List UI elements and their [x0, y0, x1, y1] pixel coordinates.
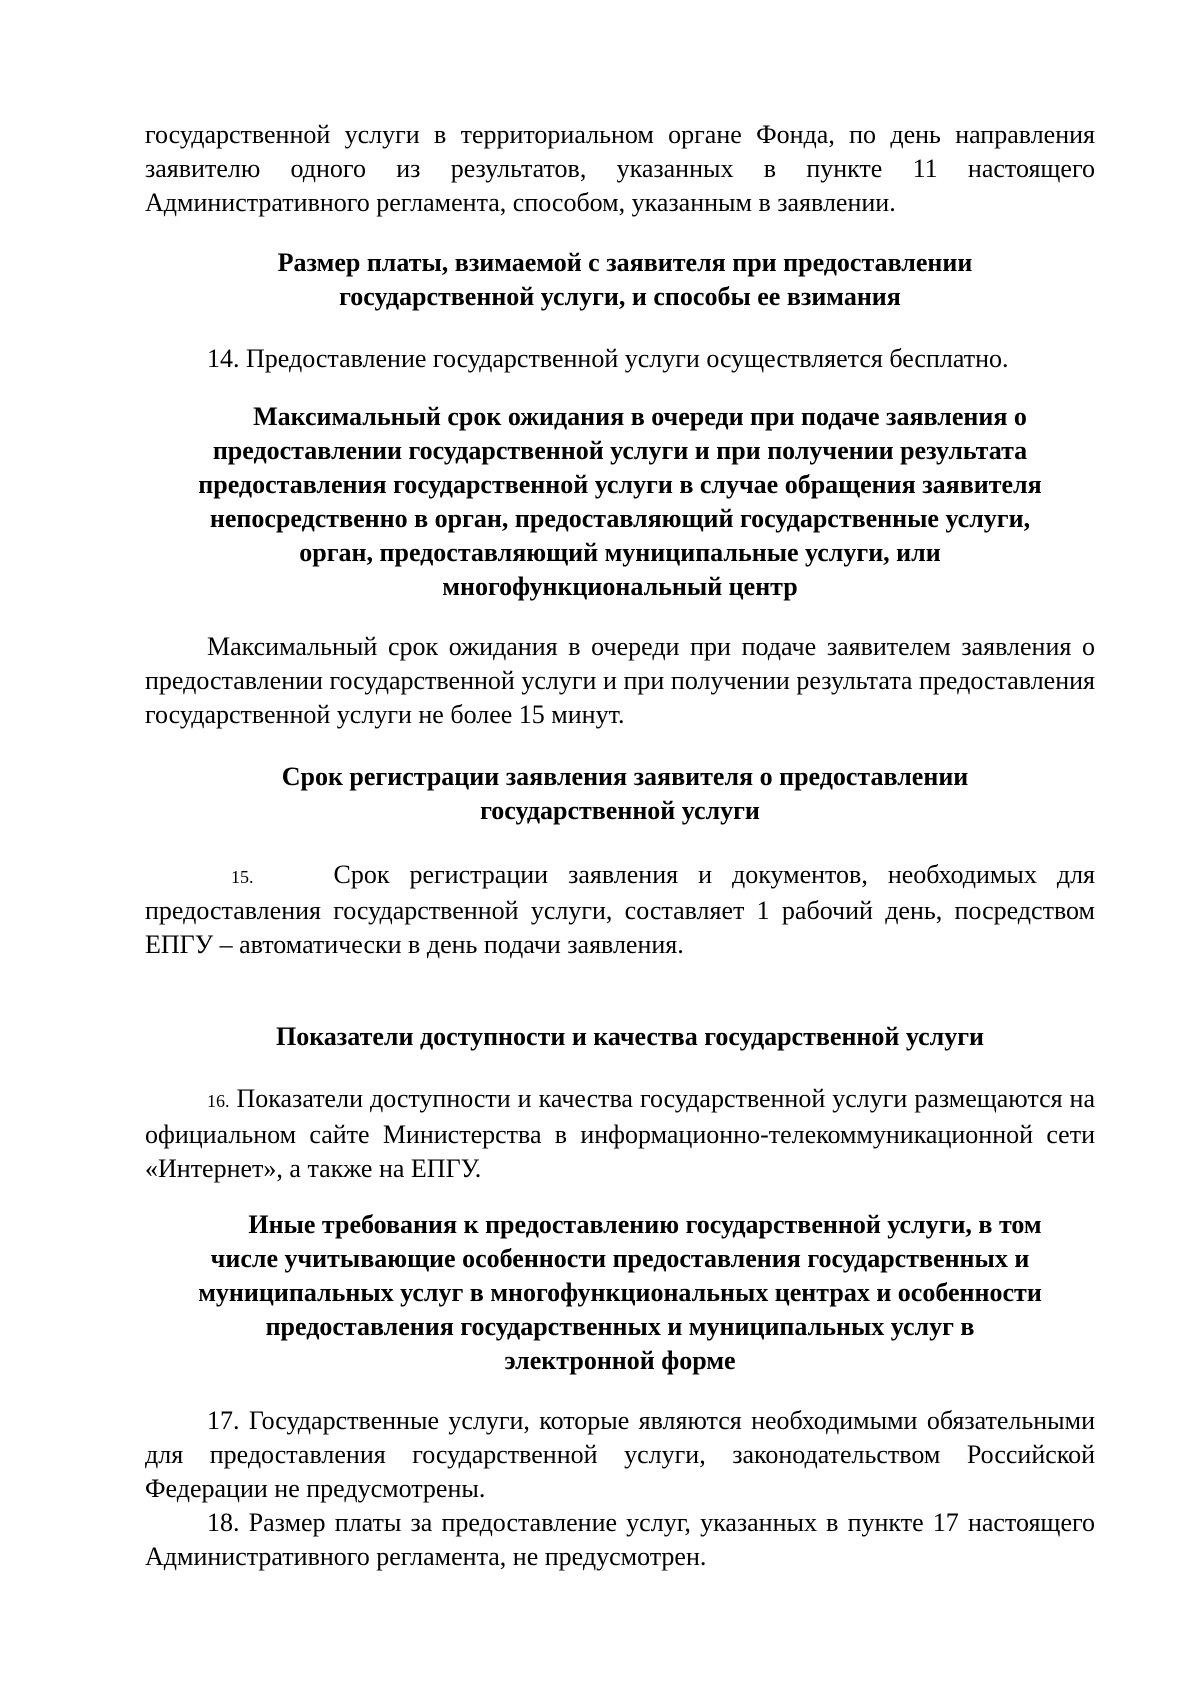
- heading-line: числе учитывающие особенности предоставления государственных и: [210, 1244, 1030, 1273]
- paragraph-text: Срок регистрации заявления и документов, необходимых для предоставления государственной услуги, составляет 1 рабочий день, посредством ЕПГУ – автоматически в день подачи заявления.: [145, 860, 1096, 959]
- heading-line: предоставления государственной услуги в случае обращения заявителя: [198, 470, 1042, 499]
- heading-indicators: [145, 1020, 1095, 1054]
- heading-registration: [145, 760, 1095, 828]
- heading-line: государственной услуги, и способы ее взимания: [339, 282, 901, 311]
- heading-line: Размер платы, взимаемой с заявителя при предоставлении: [277, 248, 973, 277]
- heading-line: орган, предоставляющий муниципальные услуги, или: [299, 538, 941, 567]
- document-page: [145, 118, 1095, 1574]
- heading-line: государственной услуги: [480, 796, 760, 825]
- heading-line: многофункциональный центр: [442, 572, 798, 601]
- heading-line: Максимальный срок ожидания в очереди при подаче заявления о: [253, 402, 1027, 431]
- paragraph-15: [145, 858, 1095, 962]
- heading-line: предоставления государственных и муниципальных услуг в: [265, 1312, 975, 1341]
- heading-fee: [145, 246, 1095, 314]
- heading-line: муниципальных услуг в многофункциональных центрах и особенности: [198, 1278, 1042, 1307]
- heading-line: непосредственно в орган, предоставляющий государственные услуги,: [209, 504, 1031, 533]
- paragraph-14: 14. Предоставление государственной услуги осуществляется бесплатно.: [207, 344, 1009, 373]
- intro-paragraph: государственной услуги в территориальном органе Фонда, по день направления заявителю одного из результатов, указанных в пункте 11 настоящего Административного регламента, способом, указанным в заявлении.: [145, 120, 1095, 217]
- paragraph-17: 17. Государственные услуги, которые являются необходимыми обязательными для предоставления государственной услуги, законодательством Российской Федерации не предусмотрены.: [145, 1406, 1095, 1503]
- paragraph-18: 18. Размер платы за предоставление услуг, указанных в пункте 17 настоящего Административного регламента, не предусмотрен.: [145, 1508, 1095, 1571]
- heading-queue: [145, 400, 1095, 604]
- heading-line: Иные требования к предоставлению государственной услуги, в том: [248, 1210, 1042, 1239]
- heading-line: Срок регистрации заявления заявителя о предоставлении: [281, 762, 969, 791]
- heading-line: Показатели доступности и качества государственной услуги: [275, 1022, 985, 1051]
- heading-other: [145, 1208, 1095, 1378]
- paragraph-queue: Максимальный срок ожидания в очереди при подаче заявителем заявления о предоставлении государственной услуги и при получении результата предоставления государственной услуги не более 15 минут.: [145, 632, 1095, 729]
- paragraph-16: [145, 1082, 1095, 1186]
- heading-line: электронной форме: [504, 1346, 736, 1375]
- paragraph-number: 16.: [207, 1091, 230, 1111]
- paragraph-number: 15.: [231, 867, 254, 887]
- paragraph-text: Показатели доступности и качества государственной услуги размещаются на официальном сайте Министерства в информационно-телекоммуникационной сети «Интернет», а также на ЕПГУ.: [145, 1084, 1096, 1183]
- heading-line: предоставлении государственной услуги и при получении результата: [212, 436, 1028, 465]
